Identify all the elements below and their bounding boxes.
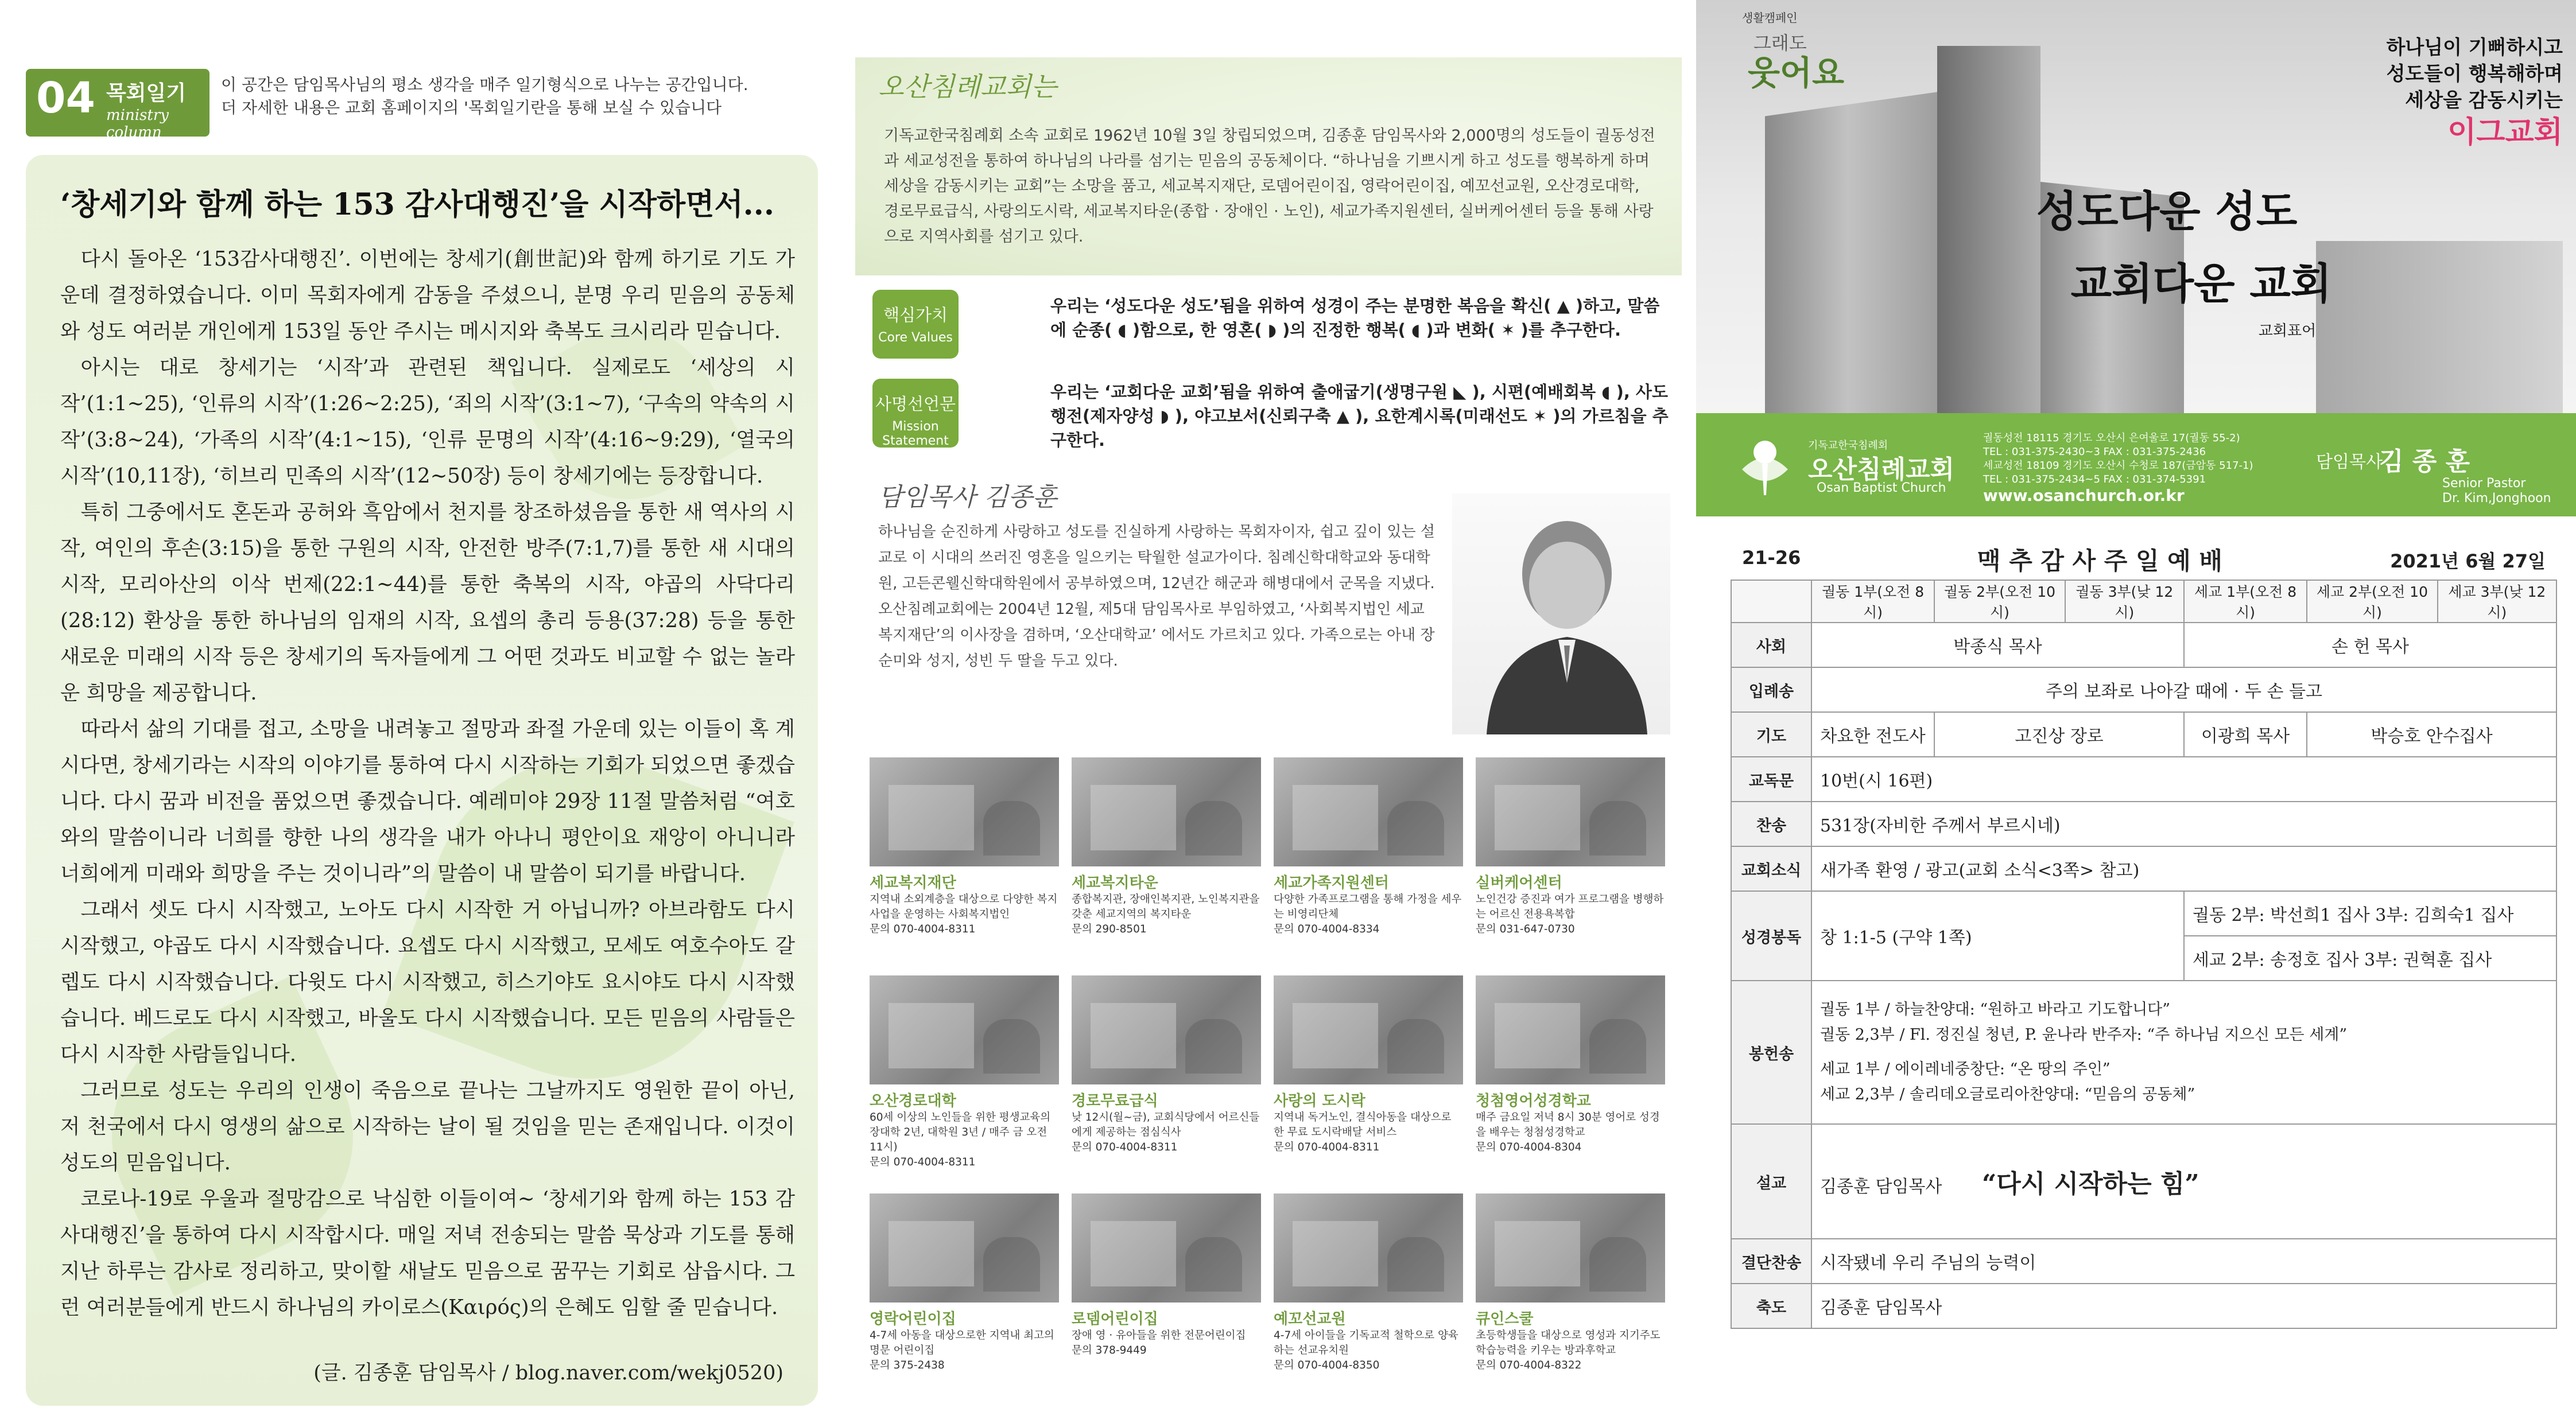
offering-song: 궐동 2,3부 / Fl. 정진실 청년, P. 윤나라 반주자: “주 하나님 지으신 모든 세계”	[1820, 1026, 2348, 1044]
choir-row	[1731, 981, 2556, 1124]
prayer-leader: 차요한 전도사	[1811, 712, 1934, 757]
host-a: 박종식 목사	[1811, 623, 2184, 667]
ministry-card	[1476, 1193, 1665, 1373]
ministry-phone: 문의 070-4004-8311	[870, 923, 976, 935]
column-body	[60, 241, 795, 1325]
core-values-label: 핵심가치	[883, 305, 948, 325]
ministry-card	[1476, 975, 1665, 1155]
address-line: 궐동성전 18115 경기도 오산시 은여울로 17(궐동 55-2)	[1983, 432, 2240, 444]
offering-song: 세교 1부 / 에이레네중창단: “온 땅의 주인”	[1820, 1060, 2111, 1078]
church-name: 오산침례교회	[1808, 455, 1955, 484]
column-badge-title: 목회일기	[106, 81, 187, 105]
sermon-row	[1731, 1124, 2556, 1239]
column-paragraph: 특히 그중에서도 혼돈과 공허와 흑암에서 천지를 창조하셨음을 통한 새 역사의 시작, 여인의 후손(3:15)을 통한 구원의 시작, 안전한 방주(7:1,7)를 통한 새 시대의 시작, 모리아산의 이삭 번제(22:1~44)를 통한 축복의 시작, 야곱의 사닥다리(28:12) 환상을 통한 하나님의 임재의 시작, 요셉의 총리 등용(37:28) 등을 통한 새로운 미래의 시작 등은 창세기의 독자들에게 그 어떤 것과도 비교할 수 없는 놀라운 희망을 제공합니다.	[60, 500, 796, 705]
ministry-card	[1274, 975, 1463, 1155]
slogan	[2356, 34, 2563, 150]
row-label: 봉헌송	[1731, 981, 1811, 1124]
ministry-photo	[1274, 1193, 1463, 1303]
service-header	[1731, 542, 2557, 575]
mission-en: Mission Statement	[882, 419, 949, 448]
ministry-desc: 초등학생들을 대상으로 영성과 지기주도 학습능력을 키우는 방과후학교	[1476, 1329, 1661, 1356]
ministry-photo	[1072, 757, 1261, 866]
main-title-line2: 교회다운 교회	[2070, 259, 2332, 309]
reading-row	[1731, 891, 2556, 936]
ministry-phone: 문의 031-647-0730	[1476, 923, 1575, 935]
ministry-photo	[1476, 1193, 1665, 1303]
motto-label: 교회표어	[2258, 322, 2317, 340]
ministry-phone: 문의 070-4004-8311	[1072, 1141, 1178, 1153]
prayer-leader: 박승호 안수집사	[2307, 712, 2556, 757]
mission-text: 우리는 ‘교회다운 교회’됨을 위하여 출애굽기(생명구원 ◣ ), 시편(예배회복 ◖ ), 사도행전(제자양성 ◗ ), 야고보서(신뢰구축 ▲ ), 요한계시록(미래선도 ✶ )의 가르침을 추구한다.	[1050, 382, 1669, 450]
address-line: TEL : 031-375-2434~5 FAX : 031-374-5391	[1983, 473, 2206, 485]
campaign-logo: 웃어요	[1748, 53, 1845, 92]
ministry-phone: 문의 375-2438	[870, 1359, 945, 1371]
column-intro-line: 이 공간은 담임목사님의 평소 생각을 매주 일기형식으로 나누는 공간입니다.	[221, 75, 748, 94]
session-cell: 궐동 1부(오전 8시)	[1811, 580, 1934, 623]
row-label: 성경봉독	[1731, 891, 1811, 981]
ministry-column-panel	[0, 0, 827, 1423]
resolve-row	[1731, 1239, 2556, 1284]
church-news: 새가족 환영 / 광고(교회 소식<3쪽> 참고)	[1811, 846, 2556, 891]
slogan-brand: 이그교회	[2447, 115, 2563, 150]
sermon-cell	[1811, 1124, 2556, 1239]
column-paragraph: 아시는 대로 창세기는 ‘시작’과 관련된 책입니다. 실제로도 ‘세상의 시작’(1:1~25), ‘인류의 시작’(1:26~2:25), ‘죄의 시작’(3:1~7), ‘구속의 약속의 시작’(3:8~24), ‘가족의 시작’(4:1~15), ‘인류 문명의 시작’(4:16~9:29), ‘열국의 시작’(10,11장), ‘히브리 민족의 시작’(12~50장) 등이 창세기에는 등장합니다.	[60, 356, 795, 488]
row-label: 축도	[1731, 1284, 1811, 1328]
campaign-label: 생활캠페인	[1742, 11, 1798, 25]
row-label: 찬송	[1731, 802, 1811, 846]
ministry-photo	[870, 757, 1059, 866]
row-label: 결단찬송	[1731, 1239, 1811, 1284]
pastor-portrait-icon	[1452, 493, 1670, 734]
ministry-name: 청첨영어성경학교	[1476, 1092, 1591, 1110]
ministry-name: 세교복지타운	[1072, 874, 1158, 892]
host-b: 손 헌 목사	[2184, 623, 2556, 667]
church-building	[1765, 91, 1949, 438]
church-affiliation: 기독교한국침례회	[1808, 440, 1888, 452]
ministry-desc: 60세 이상의 노인들을 위한 평생교육의 장대학 2년, 대학원 3년 / 매주 금 오전 11시)	[870, 1111, 1051, 1153]
ministry-phone: 문의 378-9449	[1072, 1344, 1147, 1356]
ministry-desc: 지역내 소외계층을 대상으로 다양한 복지사업을 운영하는 사회복지법인	[870, 893, 1058, 920]
column-paragraph: 다시 돌아온 ‘153감사대행진’. 이번에는 창세기(創世記)와 함께 하기로 기도 가운데 결정하였습니다. 이미 목회자에게 감동을 주셨으니, 분명 우리 믿음의 공동체와 성도 여러분 개인에게 153일 동안 주시는 메시지와 축복도 크시리라 믿습니다.	[60, 247, 795, 343]
sermon-preacher: 김종훈 담임목사	[1820, 1177, 1942, 1197]
church-intro-panel	[855, 0, 1682, 1423]
slogan-line: 성도들이 행복해하며	[2386, 63, 2563, 85]
mission-tag	[872, 379, 959, 448]
pastor-name: 김 종 훈	[2379, 447, 2470, 476]
column-title: ‘창세기와 함께 하는 153 감사대행진’을 시작하면서...	[60, 187, 774, 222]
column-paragraph: 그래서 셋도 다시 시작했고, 노아도 다시 시작한 거 아닙니까? 아브라함도 다시 시작했고, 야곱도 다시 시작했습니다. 요셉도 다시 시작했고, 모세도 여호수아도 갈렙도 다시 시작했습니다. 다윗도 다시 시작했고, 히스기야도 요시야도 다시 시작했습니다. 베드로도 다시 시작했고, 바울도 다시 시작했습니다. 모든 믿음의 사람들은 다시 시작한 사람들입니다.	[60, 898, 795, 1066]
bulletin-cover-panel	[1696, 0, 2576, 1423]
ministry-desc: 지역내 독거노인, 결식아동을 대상으로 한 무료 도시락배달 서비스	[1274, 1111, 1452, 1138]
column-paragraph: 코로나-19로 우울과 절망감으로 낙심한 이들이여~ ‘창세기와 함께 하는 153 감사대행진’을 통하여 다시 시작합시다. 매일 저녁 전송되는 말씀 묵상과 기도를 통해 지난 하루는 감사로 정리하고, 맞이할 새날도 믿음으로 꿈꾸는 기회로 삼읍시다. 그런 여러분들에게 반드시 하나님의 카이로스(Καιρός)의 은혜도 임할 줄 믿습니다.	[60, 1187, 795, 1319]
pastor-name-en: Dr. Kim,Jonghoon	[2442, 491, 2551, 506]
pastor-photo	[1452, 493, 1670, 734]
host-row	[1731, 623, 2556, 667]
ministry-photo	[1274, 757, 1463, 866]
ministry-card	[1072, 975, 1261, 1155]
bless-row	[1731, 1284, 2556, 1328]
pastor-bio: 하나님을 순진하게 사랑하고 성도를 진실하게 사랑하는 목회자이자, 쉽고 깊이 있는 설교로 이 시대의 쓰러진 영혼을 일으키는 탁월한 설교가이다. 침례신학대학교와 동대학원, 고든콘웰신학대학원에서 공부하였으며, 12년간 해군과 해병대에서 군목을 지냈다. 오산침례교회에는 2004년 12월, 제5대 담임목사로 부임하였고, ‘사회복지법인 세교복지재단’의 이사장을 겸하며, ‘오산대학교’ 에서도 가르치고 있다. 가족으로는 아내 장순미와 성지, 성빈 두 딸을 두고 있다.	[878, 523, 1435, 670]
ministry-desc: 4-7세 아이들을 기독교적 철학으로 양육하는 선교유치원	[1274, 1329, 1458, 1356]
main-title	[1966, 178, 2368, 340]
ministry-name: 세교가족지원센터	[1274, 874, 1389, 892]
ministry-phone: 문의 070-4004-8304	[1476, 1141, 1582, 1153]
ministry-name: 큐인스쿨	[1476, 1311, 1534, 1328]
ministry-card	[870, 975, 1059, 1170]
pastor-title-en: Senior Pastor	[2442, 476, 2526, 491]
row-label: 사회	[1731, 623, 1811, 667]
column-paragraph: 따라서 삶의 기대를 접고, 소망을 내려놓고 절망과 좌절 가운데 있는 이들이 혹 계시다면, 창세기라는 시작의 이야기를 통하여 다시 시작하는 기회가 되었으면 좋겠습니다. 다시 꿈과 비전을 품었으면 좋겠습니다. 예레미야 29장 11절 말씀처럼 “여호와의 말씀이니라 너희를 향한 나의 생각을 내가 아나니 평안이요 재앙이 아니니라 너희에게 미래와 희망을 주는 것이니라”의 말씀이 내 말씀이 되기를 바랍니다.	[60, 717, 795, 885]
ministry-name: 영락어린이집	[870, 1311, 956, 1328]
creed-row	[1731, 757, 2556, 802]
ministry-card	[1274, 757, 1463, 937]
ministry-photo	[1476, 757, 1665, 866]
pastor-label: 담임목사	[2316, 452, 2383, 472]
ministry-name: 예꼬선교원	[1274, 1311, 1346, 1328]
call-row	[1731, 667, 2556, 712]
session-cell: 세교 2부(오전 10시)	[2307, 580, 2438, 623]
responsive-reading: 10번(시 16편)	[1811, 757, 2556, 802]
service-title: 맥 추 감 사 주 일 예 배	[1977, 547, 2222, 575]
row-label: 기도	[1731, 712, 1811, 757]
ministry-name: 경로무료급식	[1072, 1092, 1158, 1110]
offering-song: 궐동 1부 / 하늘찬양대: “원하고 바라고 기도합니다”	[1820, 1001, 2171, 1018]
ministry-photo	[1072, 975, 1261, 1084]
column-intro-line: 더 자세한 내용은 교회 홈페이지의 '목회일기란을 통해 보실 수 있습니다	[221, 98, 722, 117]
church-intro-text: 기독교한국침례회 소속 교회로 1962년 10월 3일 창립되었으며, 김종훈 담임목사와 2,000명의 성도들이 궐동성전과 세교성전을 통하여 하나님의 나라를 섬기는 믿음의 공동체이다. “하나님을 기쁘시게 하고 성도를 행복하게 하며 세상을 감동시키는 교회”는 소망을 품고, 세교복지재단, 로뎀어린이집, 영락어린이집, 예꼬선교원, 오산경로대학, 경로무료급식, 사랑의도시락, 세교복지타운(종합 · 장애인 · 노인), 세교가족지원센터, 실버케어센터 등을 통해 사랑으로 지역사회를 섬기고 있다.	[884, 127, 1655, 246]
hymn: 531장(자비한 주께서 부르시네)	[1811, 802, 2556, 846]
benediction: 김종훈 담임목사	[1811, 1284, 2556, 1328]
row-label: 교독문	[1731, 757, 1811, 802]
mission-label: 사명선언문	[875, 394, 956, 414]
offering-songs	[1811, 981, 2556, 1124]
ministry-card	[1072, 1193, 1261, 1358]
blank-cell	[1731, 580, 1811, 623]
ministry-desc: 종합복지관, 장애인복지관, 노인복지관을 갖춘 세교지역의 복지타운	[1072, 893, 1260, 920]
ministry-card	[870, 1193, 1059, 1373]
ministry-name: 실버케어센터	[1476, 874, 1562, 892]
prayer-row	[1731, 712, 2556, 757]
ministry-photo	[870, 1193, 1059, 1303]
core-values-en: Core Values	[878, 331, 953, 345]
address-line: TEL : 031-375-2430~3 FAX : 031-375-2436	[1983, 446, 2206, 458]
offering-song: 세교 2,3부 / 솔리데오글로리아찬양대: “믿음의 공동체”	[1820, 1086, 2195, 1103]
church-address	[1983, 431, 2253, 503]
church-info-bar	[1696, 413, 2576, 516]
ministry-card	[870, 757, 1059, 937]
main-title-line1: 성도다운 성도	[2036, 187, 2298, 236]
session-cell: 궐동 2부(오전 10시)	[1934, 580, 2065, 623]
closing-hymn: 시작됐네 우리 주님의 능력이	[1811, 1239, 2556, 1284]
order-of-worship-table	[1731, 580, 2557, 1329]
sermon-title: “다시 시작하는 힘”	[1981, 1169, 2199, 1199]
ministry-photo	[1476, 975, 1665, 1084]
church-intro-title: 오산침례교회는	[878, 71, 1057, 102]
session-cell: 세교 1부(오전 8시)	[2184, 580, 2307, 623]
news-row	[1731, 846, 2556, 891]
ministry-card	[1072, 757, 1261, 937]
prayer-leader: 고진상 장로	[1934, 712, 2184, 757]
column-signature: (글. 김종훈 담임목사 / blog.naver.com/wekj0520)	[313, 1362, 783, 1385]
issue-number: 21-26	[1742, 547, 1801, 569]
scripture-reader: 세교 2부: 송정호 집사 3부: 권혁훈 집사	[2184, 936, 2556, 981]
ministry-desc: 낮 12시(월~금), 교회식당에서 어르신들에게 제공하는 점심식사	[1072, 1111, 1260, 1138]
ministry-photo	[870, 975, 1059, 1084]
column-badge	[26, 69, 210, 141]
slogan-line: 세상을 감동시키는	[2405, 89, 2563, 112]
address-line: 세교성전 18109 경기도 오산시 수청로 187(금암동 517-1)	[1983, 460, 2253, 472]
campaign-logo-top: 그래도	[1753, 32, 1807, 54]
scripture-reader: 궐동 2부: 박선희1 집사 3부: 김희숙1 집사	[2184, 891, 2556, 936]
slogan-line: 하나님이 기뻐하시고	[2386, 36, 2563, 59]
ministry-name: 로뎀어린이집	[1072, 1311, 1158, 1328]
ministry-desc: 노인건강 증진과 여가 프로그램을 병행하는 어르신 전용욕복합	[1476, 893, 1664, 920]
pastor-section-title: 담임목사 김종훈	[878, 483, 1057, 512]
ministry-photo	[1274, 975, 1463, 1084]
ministry-phone: 문의 290-8501	[1072, 923, 1147, 935]
row-label: 교회소식	[1731, 846, 1811, 891]
ministry-desc: 4-7세 아동을 대상으로한 지역내 최고의 명문 어린이집	[870, 1329, 1054, 1356]
row-label: 설교	[1731, 1124, 1811, 1239]
ministry-card	[1476, 757, 1665, 937]
ministry-name: 오산경로대학	[870, 1092, 956, 1110]
ministry-desc: 매주 금요일 저녁 8시 30분 영어로 성경을 배우는 청첨성경학교	[1476, 1111, 1660, 1138]
service-date: 2021년 6월 27일	[2390, 550, 2546, 572]
prayer-leader: 이광희 목사	[2184, 712, 2307, 757]
ministry-photo	[1072, 1193, 1261, 1303]
church-website: www.osanchurch.or.kr	[1983, 486, 2185, 505]
ministry-desc: 다양한 가족프로그램을 통해 가정을 세우는 비영리단체	[1274, 893, 1462, 920]
column-paragraph: 그러므로 성도는 우리의 인생이 죽음으로 끝나는 그날까지도 영원한 끝이 아닌, 저 천국에서 다시 영생의 삶으로 시작하는 날이 될 것임을 믿는 존재입니다. 이것이 성도의 믿음입니다.	[60, 1079, 795, 1175]
session-cell: 세교 3부(낮 12시)	[2438, 580, 2556, 623]
column-intro	[221, 73, 812, 119]
column-article-box	[26, 155, 818, 1406]
church-name-en: Osan Baptist Church	[1817, 481, 1946, 495]
ministry-desc: 장애 영 · 유아들을 위한 전문어린이집	[1072, 1329, 1246, 1342]
ministry-phone: 문의 070-4004-8350	[1274, 1359, 1380, 1371]
core-values-text: 우리는 ‘성도다운 성도’됨을 위하여 성경이 주는 분명한 복음을 확신( ▲ )하고, 말씀에 순종( ◖ )함으로, 한 영혼( ◗ )의 진정한 행복( ◖ )과 변화( ✶ )를 추구한다.	[1050, 296, 1660, 340]
call-to-worship: 주의 보좌로 나아갈 때에 · 두 손 들고	[1811, 667, 2556, 712]
sessions-row	[1731, 580, 2556, 623]
column-badge-subtitle: ministry column	[106, 107, 169, 141]
scripture-reading: 창 1:1-5 (구약 1쪽)	[1811, 891, 2184, 981]
ministry-name: 사랑의 도시락	[1274, 1092, 1365, 1110]
ministry-card	[1274, 1193, 1463, 1373]
hymn-row	[1731, 802, 2556, 846]
row-label: 입례송	[1731, 667, 1811, 712]
column-number: 04	[36, 73, 95, 123]
ministry-phone: 문의 070-4004-8322	[1476, 1359, 1582, 1371]
ministry-name: 세교복지재단	[870, 874, 956, 892]
ministry-phone: 문의 070-4004-8311	[1274, 1141, 1380, 1153]
core-values-tag	[872, 290, 959, 359]
church-logo-icon	[1731, 429, 1799, 498]
ministry-phone: 문의 070-4004-8334	[1274, 923, 1380, 935]
session-cell: 궐동 3부(낮 12시)	[2065, 580, 2184, 623]
ministry-phone: 문의 070-4004-8311	[870, 1156, 976, 1168]
